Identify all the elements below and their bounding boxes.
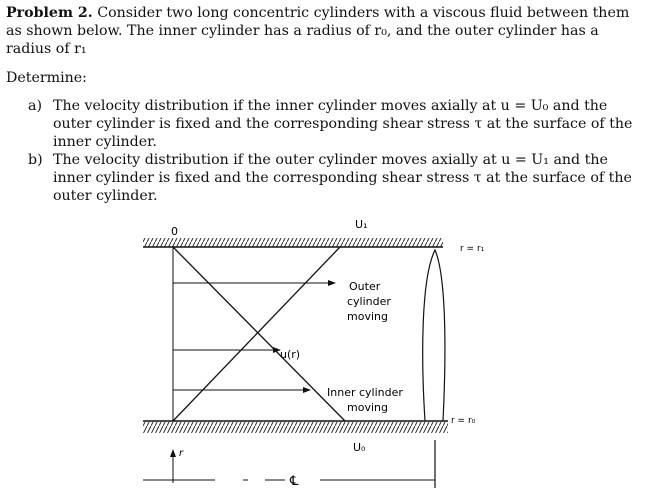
u0-label: U₀	[353, 441, 366, 454]
r-axis-label: r	[179, 448, 184, 459]
problem-intro	[6, 4, 646, 58]
outer-wall-hatch	[143, 238, 443, 247]
u1-label: U₁	[355, 218, 368, 231]
zero-label: 0	[171, 225, 178, 238]
profile-curve	[423, 250, 445, 421]
question-text-b: The velocity distribution if the outer cylinder moves axially at u = U₁ and the inner cylinder is fixed and the corresponding shear stress τ at the surface of the outer cylinder.	[53, 152, 632, 204]
question-label-a: a)	[28, 98, 42, 114]
r1-label: r = r₁	[460, 244, 485, 254]
question-text-a: The velocity distribution if the inner cylinder moves axially at u = U₀ and the outer cylinder is fixed and the corresponding shear stress τ at the surface of the inner cylinder.	[53, 98, 633, 150]
question-list	[28, 97, 646, 205]
determine-label: Determine:	[6, 70, 87, 86]
question-item-a	[28, 97, 646, 151]
problem-intro-text: Consider two long concentric cylinders with a viscous fluid between them as shown below. The inner cylinder has a radius of r₀, and the outer cylinder has a radius of r₁	[6, 5, 630, 57]
r0-label: r = r₀	[451, 416, 476, 426]
outer-label-line2: cylinder	[347, 295, 391, 308]
question-label-b: b)	[28, 152, 43, 168]
outer-label-line3: moving	[347, 310, 388, 323]
outer-label-line1: Outer	[349, 280, 381, 293]
inner-label-line1: Inner cylinder	[327, 386, 403, 399]
centerline-symbol: ℄	[290, 474, 299, 489]
cylinder-diagram	[135, 218, 495, 497]
ur-label: u(r)	[280, 348, 301, 361]
question-item-b	[28, 151, 646, 205]
inner-wall-hatch	[143, 422, 448, 433]
inner-label-line2: moving	[347, 401, 388, 414]
problem-text	[6, 4, 646, 205]
problem-title: Problem 2.	[6, 5, 93, 21]
